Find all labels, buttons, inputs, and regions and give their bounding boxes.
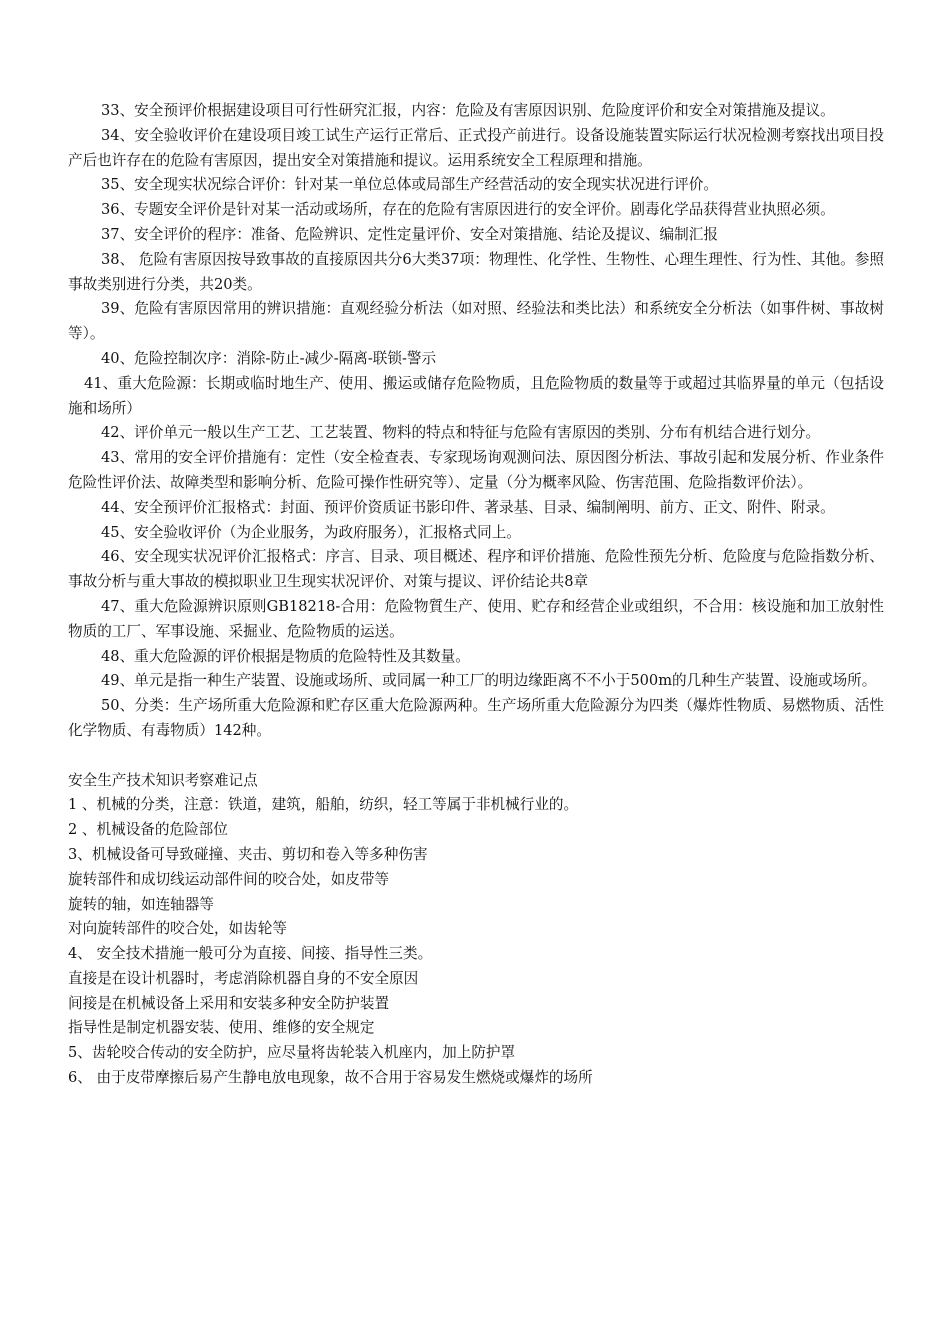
- paragraph-49: 49、单元是指一种生产装置、设施或场所、或同属一种工厂的明边缘距离不不小于500m的几种生产装置、设施或场所。: [101, 672, 877, 690]
- section-line: 直接是在设计机器时，考虑消除机器自身的不安全原因: [68, 969, 419, 987]
- section-line: 5、齿轮咬合传动的安全防护，应尽量将齿轮装入机座内，加上防护罩: [68, 1044, 516, 1062]
- section-line: 指导性是制定机器安装、使用、维修的安全规定: [68, 1019, 375, 1037]
- paragraph-44: 44、安全预评价汇报格式：封面、预评价资质证书影印件、著录基、目录、编制阐明、前方、正文、附件、附录。: [101, 498, 835, 516]
- paragraph-40: 40、危险控制次序：消除-防止-减少-隔离-联锁-警示: [101, 349, 437, 367]
- paragraph-42: 42、评价单元一般以生产工艺、工艺装置、物料的特点和特征与危险有害原因的类别、分布有机结合进行划分。: [101, 424, 821, 442]
- paragraph-48: 48、重大危险源的评价根据是物质的危险特性及其数量。: [101, 647, 470, 665]
- section-line: 6、 由于皮带摩擦后易产生静电放电现象，故不合用于容易发生燃烧或爆炸的场所: [68, 1069, 593, 1087]
- document-body: [68, 99, 884, 1091]
- paragraph-46: 46、安全现实状况评价汇报格式：序言、目录、项目概述、程序和评价措施、危险性预先分析、危险度与危险指数分析、事故分析与重大事故的模拟职业卫生现实状况评价、对策与提议、评价结论共8章: [68, 548, 884, 591]
- paragraph-50: 50、分类：生产场所重大危险源和贮存区重大危险源两种。生产场所重大危险源分为四类（爆炸性物质、易燃物质、活性化学物质、有毒物质）142种。: [68, 697, 884, 739]
- paragraph-34: 34、安全验收评价在建设项目竣工试生产运行正常后、正式投产前进行。设备设施装置实际运行状况检测考察找出项目投产后也许存在的危险有害原因，提出安全对策措施和提议。运用系统安全工程原理和措施。: [68, 126, 884, 169]
- section-line: 4、 安全技术措施一般可分为直接、间接、指导性三类。: [68, 945, 433, 963]
- section-title: 安全生产技术知识考察难记点: [68, 771, 258, 789]
- paragraph-37: 37、安全评价的程序：准备、危险辨识、定性定量评价、安全对策措施、结论及提议、编制汇报: [101, 225, 718, 243]
- section-line: 3、机械设备可导致碰撞、夹击、剪切和卷入等多种伤害: [68, 845, 428, 863]
- section-line: 旋转的轴，如连轴器等: [68, 895, 214, 913]
- paragraph-41: 41、重大危险源：长期或临时地生产、使用、搬运或储存危险物质，且危险物质的数量等于或超过其临界量的单元（包括设施和场所）: [68, 374, 884, 417]
- section-line: 间接是在机械设备上采用和安装多种安全防护装置: [68, 994, 390, 1012]
- paragraph-36: 36、专题安全评价是针对某一活动或场所，存在的危险有害原因进行的安全评价。剧毒化学品获得营业执照必须。: [101, 201, 835, 219]
- section-line: 旋转部件和成切线运动部件间的咬合处，如皮带等: [68, 870, 390, 888]
- paragraph-45: 45、安全验收评价（为企业服务，为政府服务），汇报格式同上。: [101, 523, 521, 541]
- paragraph-35: 35、安全现实状况综合评价：针对某一单位总体或局部生产经营活动的安全现实状况进行评价。: [101, 176, 718, 194]
- paragraph-43: 43、常用的安全评价措施有：定性（安全检查表、专家现场询观测问法、原因图分析法、事故引起和发展分析、作业条件危险性评价法、故障类型和影响分析、危险可操作性研究等）、定量（分为概率风险、伤害范围、危险指数评价法）。: [68, 449, 884, 491]
- paragraph-39: 39、危险有害原因常用的辨识措施：直观经验分析法（如对照、经验法和类比法）和系统安全分析法（如事件树、事故树等）。: [68, 300, 884, 343]
- paragraph-47: 47、重大危险源辨识原则GB18218-合用：危险物質生产、使用、贮存和经营企业或组织，不合用：核设施和加工放射性物质的工厂、军事设施、采掘业、危险物质的运送。: [68, 597, 884, 640]
- section-line: 1 、机械的分类，注意：铁道，建筑，船舶，纺织，轻工等属于非机械行业的。: [68, 796, 579, 814]
- section-spacer: [68, 744, 884, 769]
- section-line: 2 、机械设备的危险部位: [68, 821, 228, 839]
- section-line: 对向旋转部件的咬合处，如齿轮等: [68, 920, 287, 938]
- paragraph-38: 38、 危险有害原因按导致事故的直接原因共分6大类37项：物理性、化学性、生物性、心理生理性、行为性、其他。参照事故类别进行分类，共20类。: [68, 250, 884, 293]
- paragraph-33: 33、安全预评价根据建设项目可行性研究汇报，内容：危险及有害原因识别、危险度评价和安全对策措施及提议。: [101, 102, 835, 119]
